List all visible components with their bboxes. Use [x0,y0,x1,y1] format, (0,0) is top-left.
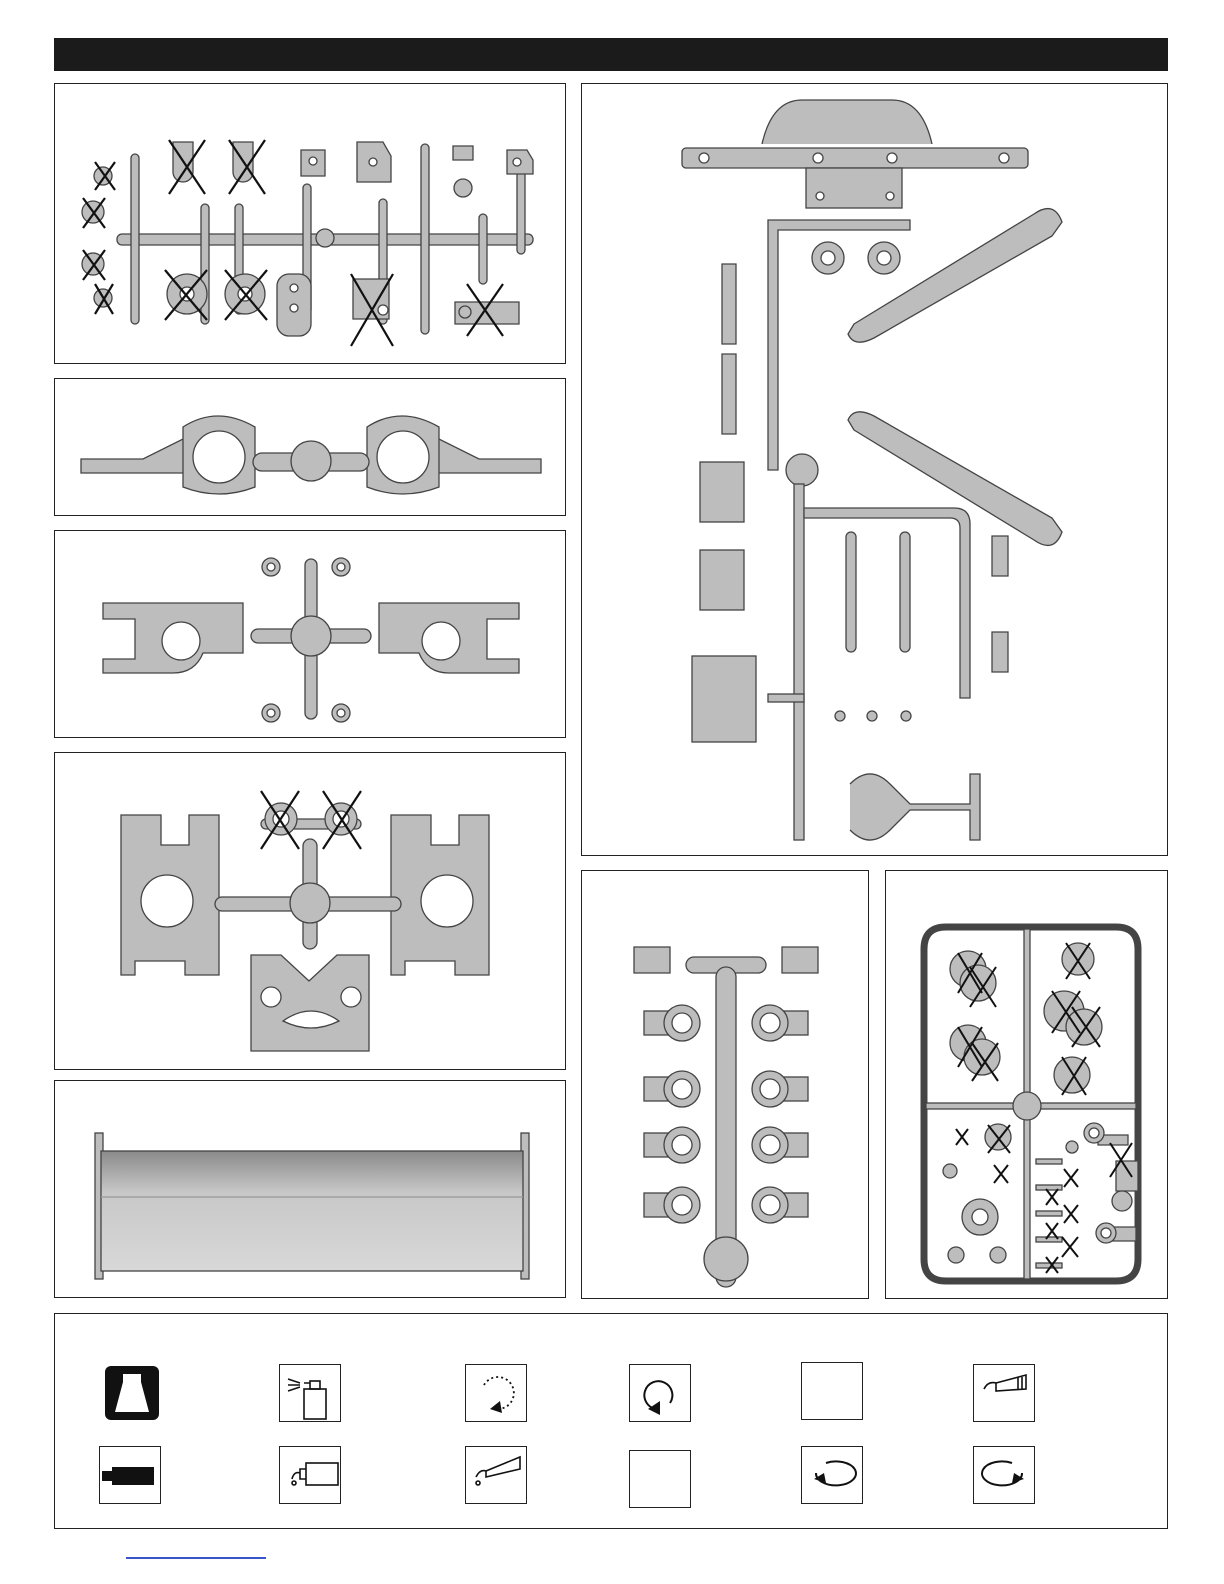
panel-rod-ends-tree [581,870,869,1299]
thread-lock-tube-icon [465,1446,527,1504]
footer-link-underline[interactable] [126,1557,266,1559]
panel-front-knuckles [54,378,566,516]
pin-insert-icon [99,1446,161,1504]
panel-rear-wing [54,1080,566,1298]
rotate-right-arrow-icon [973,1446,1035,1504]
panel-gearbox-bulkheads [54,752,566,1070]
glue-bottle-icon [279,1446,341,1504]
panel-tree-small-parts [54,83,566,364]
blank-box-icon [801,1362,863,1420]
rotate-ccw-icon [629,1364,691,1422]
panel-gear-tree [885,870,1168,1299]
panel-bumper-arms-tree [581,83,1168,856]
blank-box-icon [629,1450,691,1508]
grease-tube-icon [973,1364,1035,1422]
panel-rear-hubs [54,530,566,738]
legend-box [54,1313,1168,1529]
rotate-left-arrow-icon [801,1446,863,1504]
weight-icon [101,1364,163,1422]
spray-bottle-icon [279,1364,341,1422]
loosen-rotate-icon [465,1364,527,1422]
header-bar [54,38,1168,71]
